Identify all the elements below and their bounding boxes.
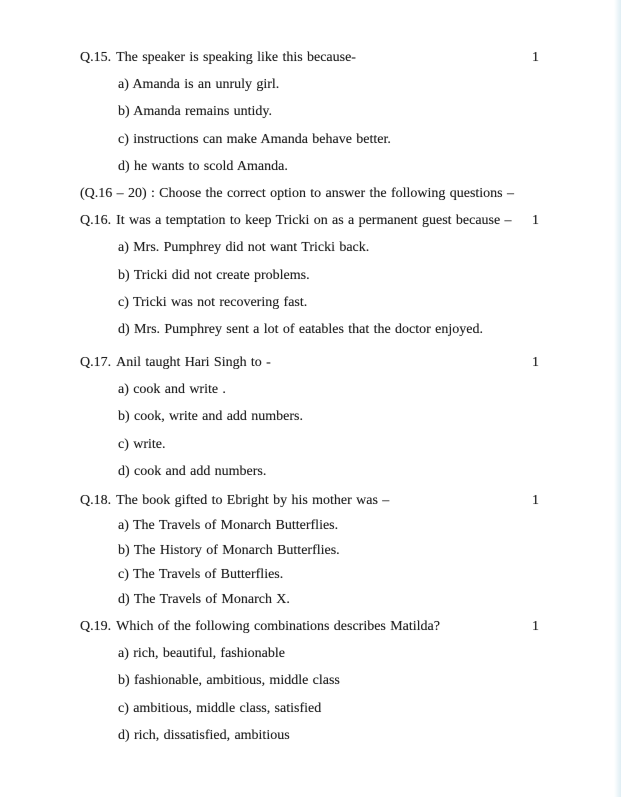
option-d: d) cook and add numbers. — [118, 463, 267, 479]
question-number: Q.15. — [80, 50, 112, 65]
section-instruction: (Q.16 – 20) : Choose the correct option to answer the following questions – — [80, 185, 514, 201]
question-text: Which of the following combinations describes Matilda? — [116, 618, 440, 634]
option-c: c) write. — [118, 436, 166, 452]
question-number: Q.16. — [80, 213, 112, 229]
question-paper-content — [80, 44, 590, 749]
option-b: b) Tricki did not create problems. — [118, 267, 310, 283]
option-d: d) he wants to scold Amanda. — [118, 158, 288, 174]
option-a: a) The Travels of Monarch Butterflies. — [118, 517, 339, 533]
option-b: b) fashionable, ambitious, middle class — [118, 673, 340, 689]
question-row — [80, 613, 590, 640]
question-marks: 1 — [532, 618, 539, 634]
question-marks: 1 — [532, 50, 539, 65]
question-text: The book gifted to Ebright by his mother was – — [116, 493, 390, 508]
question-number: Q.19. — [80, 618, 112, 634]
question-text: The speaker is speaking like this because- — [116, 50, 356, 65]
option-a: a) Mrs. Pumphrey did not want Tricki back. — [118, 240, 370, 256]
question-marks: 1 — [532, 493, 539, 508]
question-number: Q.18. — [80, 493, 112, 508]
question-row — [80, 44, 590, 71]
question-text: It was a temptation to keep Tricki on as a permanent guest because – — [116, 213, 512, 229]
scan-edge-shadow — [614, 0, 621, 797]
option-b: b) The History of Monarch Butterflies. — [118, 542, 340, 558]
question-block-q16 — [80, 207, 590, 343]
option-c: c) Tricki was not recovering fast. — [118, 294, 308, 310]
option-d: d) Mrs. Pumphrey sent a lot of eatables that the doctor enjoyed. — [118, 321, 483, 337]
option-c: c) The Travels of Butterflies. — [118, 567, 284, 583]
question-number: Q.17. — [80, 355, 112, 371]
option-a: a) rich, beautiful, fashionable — [118, 646, 285, 662]
option-d: d) The Travels of Monarch X. — [118, 592, 290, 608]
question-block-q15 — [80, 44, 590, 180]
option-a: a) cook and write . — [118, 382, 226, 398]
question-block-q19 — [80, 613, 590, 749]
option-c: c) ambitious, middle class, satisfied — [118, 700, 322, 716]
question-marks: 1 — [532, 355, 539, 371]
option-b: b) Amanda remains untidy. — [118, 104, 273, 120]
question-row — [80, 489, 590, 514]
question-block-q17 — [80, 349, 590, 485]
question-block-q18 — [80, 489, 590, 613]
option-b: b) cook, write and add numbers. — [118, 409, 303, 425]
option-d: d) rich, dissatisfied, ambitious — [118, 727, 290, 743]
option-a: a) Amanda is an unruly girl. — [118, 77, 280, 93]
option-c: c) instructions can make Amanda behave better. — [118, 131, 391, 147]
question-marks: 1 — [532, 213, 539, 229]
question-row — [80, 349, 590, 376]
question-row — [80, 207, 590, 234]
question-text: Anil taught Hari Singh to - — [116, 355, 271, 371]
